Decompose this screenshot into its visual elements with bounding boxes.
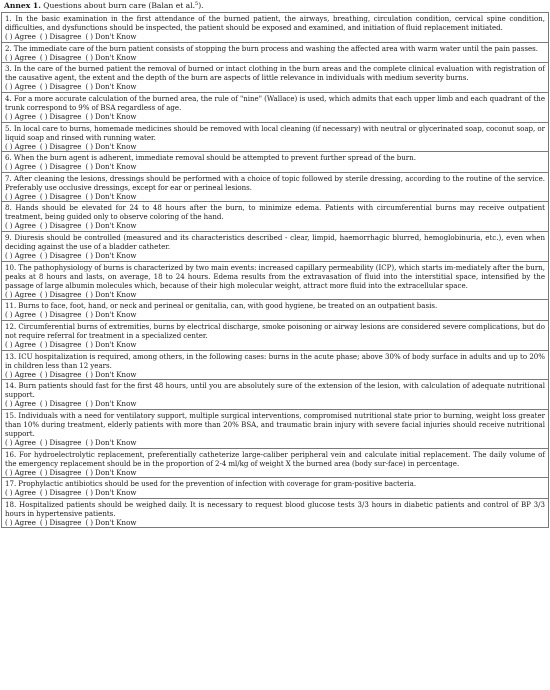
option-agree[interactable]	[5, 192, 36, 201]
question-text: 1. In the basic examination in the first attendance of the burned patient, the airways, breathing, circulation condition, cervical spine condition, difficulties, and dysfunctions should be inspected, the patient should be exposed and examined, and initiation of fluid replacement initiated.	[5, 14, 545, 33]
option-disagree[interactable]	[40, 192, 82, 201]
option-disagree[interactable]	[40, 518, 82, 527]
checkbox-agree[interactable]: ( )	[5, 141, 13, 151]
question-text: 8. Hands should be elevated for 24 to 48 hours after the burn, to minimize edema. Patients with circumferential burns may receive outpatient treatment, being guided only to observe coloring of the hand.	[5, 203, 545, 222]
option-label-dont-know: Don't Know	[95, 191, 137, 201]
question-row	[2, 232, 549, 262]
option-label-disagree: Disagree	[49, 162, 82, 172]
option-agree[interactable]	[5, 32, 36, 41]
question-cell	[2, 261, 549, 300]
option-label-dont-know: Don't Know	[95, 82, 137, 92]
answer-options	[5, 162, 545, 171]
option-agree[interactable]	[5, 162, 36, 171]
answer-options	[5, 340, 545, 349]
option-dont-know[interactable]	[85, 251, 136, 260]
checkbox-disagree[interactable]: ( )	[39, 191, 48, 201]
option-agree[interactable]	[5, 53, 36, 62]
question-cell	[2, 320, 549, 350]
option-label-dont-know: Don't Know	[95, 162, 137, 172]
option-disagree[interactable]	[40, 162, 82, 171]
answer-options	[5, 32, 545, 41]
checkbox-agree[interactable]: ( )	[5, 289, 13, 299]
checkbox-dont-know[interactable]: ( )	[85, 221, 93, 231]
question-text: 15. Individuals with a need for ventilatory support, multiple surgical interventions, compromised nutritional state prior to burning, weight loss greater than 10% during treatment, elderly patients with more than 20% BSA, and traumatic brain injury with severe facial injuries should receive nutritional support.	[5, 410, 545, 438]
option-label-disagree: Disagree	[49, 438, 82, 448]
option-dont-know[interactable]	[85, 370, 136, 379]
question-text: 16. For hydroelectrolytic replacement, preferentially catheterize large-caliber peripheral vein and calculate initial replacement. The daily volume of the emergency replacement should be in the proportion of 2-4 ml/kg of weight X the burned area (body sur-face) in percentage.	[5, 449, 545, 468]
option-label-agree: Agree	[14, 369, 36, 379]
option-disagree[interactable]	[40, 290, 82, 299]
checkbox-dont-know[interactable]: ( )	[85, 52, 93, 62]
question-cell	[2, 478, 549, 499]
table-caption	[4, 1, 550, 11]
question-cell	[2, 13, 549, 43]
question-cell	[2, 122, 549, 152]
option-agree[interactable]	[5, 142, 36, 151]
option-disagree[interactable]	[40, 488, 82, 497]
option-agree[interactable]	[5, 468, 36, 477]
answer-options	[5, 112, 545, 121]
question-cell	[2, 350, 549, 380]
answer-options	[5, 142, 545, 151]
question-text: 2. The immediate care of the burn patient consists of stopping the burn process and washing the affected area with warm water until the pain passes.	[5, 43, 538, 53]
checkbox-agree[interactable]: ( )	[5, 32, 13, 42]
question-text: 6. When the burn agent is adherent, immediate removal should be attempted to prevent further spread of the burn.	[5, 153, 416, 163]
option-label-agree: Agree	[14, 399, 36, 409]
option-label-dont-know: Don't Know	[95, 289, 137, 299]
option-label-disagree: Disagree	[49, 141, 82, 151]
question-row	[2, 300, 549, 321]
question-row	[2, 42, 549, 63]
option-dont-know[interactable]	[85, 340, 136, 349]
question-row	[2, 172, 549, 202]
checkbox-agree[interactable]: ( )	[5, 52, 13, 62]
option-dont-know[interactable]	[85, 310, 136, 319]
option-dont-know[interactable]	[85, 142, 136, 151]
option-dont-know[interactable]	[85, 221, 136, 230]
checkbox-agree[interactable]: ( )	[5, 221, 13, 231]
caption-reference: 5	[195, 1, 199, 7]
option-label-disagree: Disagree	[49, 340, 82, 350]
option-label-dont-know: Don't Know	[95, 251, 137, 261]
answer-options	[5, 192, 545, 201]
answer-options	[5, 82, 545, 91]
question-cell	[2, 202, 549, 232]
option-label-agree: Agree	[14, 141, 36, 151]
option-disagree[interactable]	[40, 340, 82, 349]
checkbox-dont-know[interactable]: ( )	[85, 251, 93, 261]
option-label-agree: Agree	[14, 191, 36, 201]
checkbox-dont-know[interactable]: ( )	[85, 340, 93, 350]
question-text: 17. Prophylactic antibiotics should be used for the prevention of infection with coverage for gram-positive bacteria.	[5, 479, 417, 489]
option-label-agree: Agree	[14, 251, 36, 261]
option-label-dont-know: Don't Know	[95, 517, 137, 527]
checkbox-disagree[interactable]: ( )	[39, 82, 48, 92]
option-disagree[interactable]	[40, 53, 82, 62]
option-label-disagree: Disagree	[49, 52, 82, 62]
question-text: 3. In the care of the burned patient the removal of burned or intact clothing in the burn areas and the complete clinical evaluation with registration of the causative agent, the extent and the depth of the burn are aspects of little relevance in individuals with medium severity burns.	[5, 64, 545, 83]
question-cell	[2, 172, 549, 202]
option-agree[interactable]	[5, 251, 36, 260]
option-label-dont-know: Don't Know	[95, 221, 137, 231]
question-row	[2, 409, 549, 448]
option-agree[interactable]	[5, 290, 36, 299]
option-dont-know[interactable]	[85, 290, 136, 299]
checkbox-agree[interactable]: ( )	[5, 191, 13, 201]
option-label-disagree: Disagree	[49, 467, 82, 477]
checkbox-agree[interactable]: ( )	[5, 162, 13, 172]
option-label-disagree: Disagree	[49, 221, 82, 231]
option-label-dont-know: Don't Know	[95, 438, 137, 448]
option-label-dont-know: Don't Know	[95, 399, 137, 409]
answer-options	[5, 290, 545, 299]
option-label-disagree: Disagree	[49, 111, 82, 121]
option-label-agree: Agree	[14, 82, 36, 92]
option-dont-know[interactable]	[85, 468, 136, 477]
checkbox-dont-know[interactable]: ( )	[85, 191, 93, 201]
question-text: 4. For a more accurate calculation of the burned area, the rule of "nine" (Wallace) is used, which admits that each upper limb and each quadrant of the trunk correspond to 9% of BSA regardless of age.	[5, 93, 545, 112]
option-disagree[interactable]	[40, 399, 82, 408]
option-agree[interactable]	[5, 438, 36, 447]
checkbox-agree[interactable]: ( )	[5, 340, 13, 350]
question-text: 13. ICU hospitalization is required, among others, in the following cases: burns in the acute phase; above 30% of body surface in adults and up to 20% in children less than 12 years.	[5, 351, 545, 370]
checkbox-disagree[interactable]: ( )	[39, 517, 48, 527]
option-disagree[interactable]	[40, 32, 82, 41]
option-label-agree: Agree	[14, 52, 36, 62]
checkbox-disagree[interactable]: ( )	[39, 438, 48, 448]
checkbox-disagree[interactable]: ( )	[39, 221, 48, 231]
option-disagree[interactable]	[40, 370, 82, 379]
checkbox-dont-know[interactable]: ( )	[85, 289, 93, 299]
option-dont-know[interactable]	[85, 112, 136, 121]
caption-label: Annex 1.	[4, 1, 41, 10]
question-row	[2, 320, 549, 350]
option-label-agree: Agree	[14, 289, 36, 299]
question-row	[2, 122, 549, 152]
question-cell	[2, 300, 549, 321]
question-row	[2, 63, 549, 93]
answer-options	[5, 251, 545, 260]
answer-options	[5, 53, 545, 62]
checkbox-dont-know[interactable]: ( )	[85, 438, 93, 448]
question-text: 12. Circumferential burns of extremities, burns by electrical discharge, smoke poisoning or airway lesions are considered severe complications, but do not require referral for treatment in a specialized center.	[5, 321, 545, 340]
checkbox-dont-know[interactable]: ( )	[85, 517, 93, 527]
option-label-agree: Agree	[14, 467, 36, 477]
checkbox-disagree[interactable]: ( )	[39, 32, 48, 42]
question-row	[2, 350, 549, 380]
option-dont-know[interactable]	[85, 192, 136, 201]
checkbox-agree[interactable]: ( )	[5, 111, 13, 121]
option-agree[interactable]	[5, 112, 36, 121]
option-label-disagree: Disagree	[49, 488, 82, 498]
option-label-disagree: Disagree	[49, 517, 82, 527]
checkbox-dont-know[interactable]: ( )	[85, 310, 93, 320]
question-row	[2, 202, 549, 232]
question-cell	[2, 152, 549, 173]
checkbox-agree[interactable]: ( )	[5, 310, 13, 320]
question-cell	[2, 380, 549, 410]
option-dont-know[interactable]	[85, 518, 136, 527]
question-cell	[2, 42, 549, 63]
option-dont-know[interactable]	[85, 488, 136, 497]
option-label-agree: Agree	[14, 310, 36, 320]
question-cell	[2, 92, 549, 122]
questions-table-body	[2, 13, 549, 528]
question-text: 14. Burn patients should fast for the first 48 hours, until you are absolutely sure of the extension of the lesion, with calculation of adequate nutritional support.	[5, 381, 545, 400]
checkbox-disagree[interactable]: ( )	[39, 251, 48, 261]
answer-options	[5, 488, 545, 497]
caption-text-end: ).	[198, 1, 204, 10]
checkbox-dont-know[interactable]: ( )	[85, 141, 93, 151]
option-agree[interactable]	[5, 310, 36, 319]
option-label-dont-know: Don't Know	[95, 141, 137, 151]
option-disagree[interactable]	[40, 221, 82, 230]
question-cell	[2, 498, 549, 528]
question-row	[2, 448, 549, 478]
question-text: 11. Burns to face, foot, hand, or neck and perineal or genitalia, can, with good hygiene, be treated on an outpatient basis.	[5, 301, 438, 311]
option-label-agree: Agree	[14, 111, 36, 121]
option-disagree[interactable]	[40, 438, 82, 447]
option-dont-know[interactable]	[85, 399, 136, 408]
caption-text: Questions about burn care (Balan et al.	[40, 1, 196, 10]
checkbox-dont-know[interactable]: ( )	[85, 488, 93, 498]
option-agree[interactable]	[5, 82, 36, 91]
checkbox-dont-know[interactable]: ( )	[85, 32, 93, 42]
option-dont-know[interactable]	[85, 438, 136, 447]
answer-options	[5, 438, 545, 447]
checkbox-disagree[interactable]: ( )	[39, 399, 48, 409]
option-agree[interactable]	[5, 488, 36, 497]
option-label-disagree: Disagree	[49, 310, 82, 320]
checkbox-disagree[interactable]: ( )	[39, 340, 48, 350]
option-agree[interactable]	[5, 518, 36, 527]
option-label-disagree: Disagree	[49, 32, 82, 42]
checkbox-agree[interactable]: ( )	[5, 82, 13, 92]
option-agree[interactable]	[5, 399, 36, 408]
checkbox-dont-know[interactable]: ( )	[85, 162, 93, 172]
option-agree[interactable]	[5, 370, 36, 379]
option-label-agree: Agree	[14, 221, 36, 231]
checkbox-disagree[interactable]: ( )	[39, 52, 48, 62]
checkbox-dont-know[interactable]: ( )	[85, 111, 93, 121]
question-text: 9. Diuresis should be controlled (measured and its characteristics described - clear, limpid, haemorrhagic blurred, hemoglobinuria, etc.), even when deciding against the use of a bladder catheter.	[5, 233, 545, 252]
question-row	[2, 498, 549, 528]
question-row	[2, 92, 549, 122]
option-label-disagree: Disagree	[49, 399, 82, 409]
checkbox-dont-know[interactable]: ( )	[85, 82, 93, 92]
checkbox-disagree[interactable]: ( )	[39, 369, 48, 379]
option-agree[interactable]	[5, 340, 36, 349]
option-label-disagree: Disagree	[49, 82, 82, 92]
option-disagree[interactable]	[40, 468, 82, 477]
question-text: 5. In local care to burns, homemade medicines should be removed with local cleaning (if necessary) with neutral or glycerinated soap, coconut soap, or liquid soap and rinsed with running water.	[5, 123, 545, 142]
questions-table	[1, 12, 549, 528]
option-label-dont-know: Don't Know	[95, 369, 137, 379]
answer-options	[5, 310, 545, 319]
option-label-agree: Agree	[14, 340, 36, 350]
answer-options	[5, 399, 545, 408]
checkbox-agree[interactable]: ( )	[5, 399, 13, 409]
option-disagree[interactable]	[40, 142, 82, 151]
answer-options	[5, 221, 545, 230]
checkbox-dont-know[interactable]: ( )	[85, 369, 93, 379]
option-label-disagree: Disagree	[49, 369, 82, 379]
checkbox-disagree[interactable]: ( )	[39, 141, 48, 151]
question-row	[2, 380, 549, 410]
option-disagree[interactable]	[40, 112, 82, 121]
answer-options	[5, 518, 545, 527]
option-label-dont-know: Don't Know	[95, 310, 137, 320]
question-text: 7. After cleaning the lesions, dressings should be performed with a choice of topic followed by sterile dressing, according to the routine of the service. Preferably use occlusive dressings, except for ear or perineal lesions.	[5, 173, 545, 192]
question-cell	[2, 409, 549, 448]
checkbox-dont-know[interactable]: ( )	[85, 399, 93, 409]
option-dont-know[interactable]	[85, 82, 136, 91]
option-dont-know[interactable]	[85, 162, 136, 171]
option-label-agree: Agree	[14, 438, 36, 448]
answer-options	[5, 468, 545, 477]
option-label-agree: Agree	[14, 32, 36, 42]
option-disagree[interactable]	[40, 82, 82, 91]
checkbox-agree[interactable]: ( )	[5, 438, 13, 448]
option-label-dont-know: Don't Know	[95, 111, 137, 121]
question-row	[2, 152, 549, 173]
option-label-disagree: Disagree	[49, 289, 82, 299]
question-row	[2, 13, 549, 43]
option-label-dont-know: Don't Know	[95, 32, 137, 42]
checkbox-disagree[interactable]: ( )	[39, 111, 48, 121]
option-dont-know[interactable]	[85, 32, 136, 41]
checkbox-disagree[interactable]: ( )	[39, 467, 48, 477]
option-label-dont-know: Don't Know	[95, 52, 137, 62]
answer-options	[5, 370, 545, 379]
question-row	[2, 478, 549, 499]
option-dont-know[interactable]	[85, 53, 136, 62]
checkbox-agree[interactable]: ( )	[5, 369, 13, 379]
option-label-dont-know: Don't Know	[95, 340, 137, 350]
option-agree[interactable]	[5, 221, 36, 230]
checkbox-disagree[interactable]: ( )	[39, 310, 48, 320]
option-label-agree: Agree	[14, 162, 36, 172]
checkbox-disagree[interactable]: ( )	[39, 289, 48, 299]
checkbox-agree[interactable]: ( )	[5, 251, 13, 261]
option-label-agree: Agree	[14, 517, 36, 527]
question-text: 10. The pathophysiology of burns is characterized by two main events: increased capillary permeability (ICP), which starts im-mediately after the burn, peaks at 8 hours and lasts, on average, 18 to 24 hours. Edema results from the extravasation of fluid into the interstitial space, intensified by the passage of large albumin molecules which, because of their high molecular weight, attract more fluid into the extracellular space.	[5, 262, 545, 290]
checkbox-disagree[interactable]: ( )	[39, 488, 48, 498]
question-cell	[2, 63, 549, 93]
option-label-disagree: Disagree	[49, 191, 82, 201]
option-label-disagree: Disagree	[49, 251, 82, 261]
question-cell	[2, 448, 549, 478]
checkbox-agree[interactable]: ( )	[5, 488, 13, 498]
option-disagree[interactable]	[40, 251, 82, 260]
checkbox-dont-know[interactable]: ( )	[85, 467, 93, 477]
checkbox-agree[interactable]: ( )	[5, 517, 13, 527]
option-label-agree: Agree	[14, 488, 36, 498]
option-label-dont-know: Don't Know	[95, 467, 137, 477]
question-cell	[2, 232, 549, 262]
question-row	[2, 261, 549, 300]
question-text: 18. Hospitalized patients should be weighed daily. It is necessary to request blood glucose tests 3/3 hours in diabetic patients and control of BP 3/3 hours in hypertensive patients.	[5, 499, 545, 518]
checkbox-agree[interactable]: ( )	[5, 467, 13, 477]
option-disagree[interactable]	[40, 310, 82, 319]
option-label-dont-know: Don't Know	[95, 488, 137, 498]
checkbox-disagree[interactable]: ( )	[39, 162, 48, 172]
